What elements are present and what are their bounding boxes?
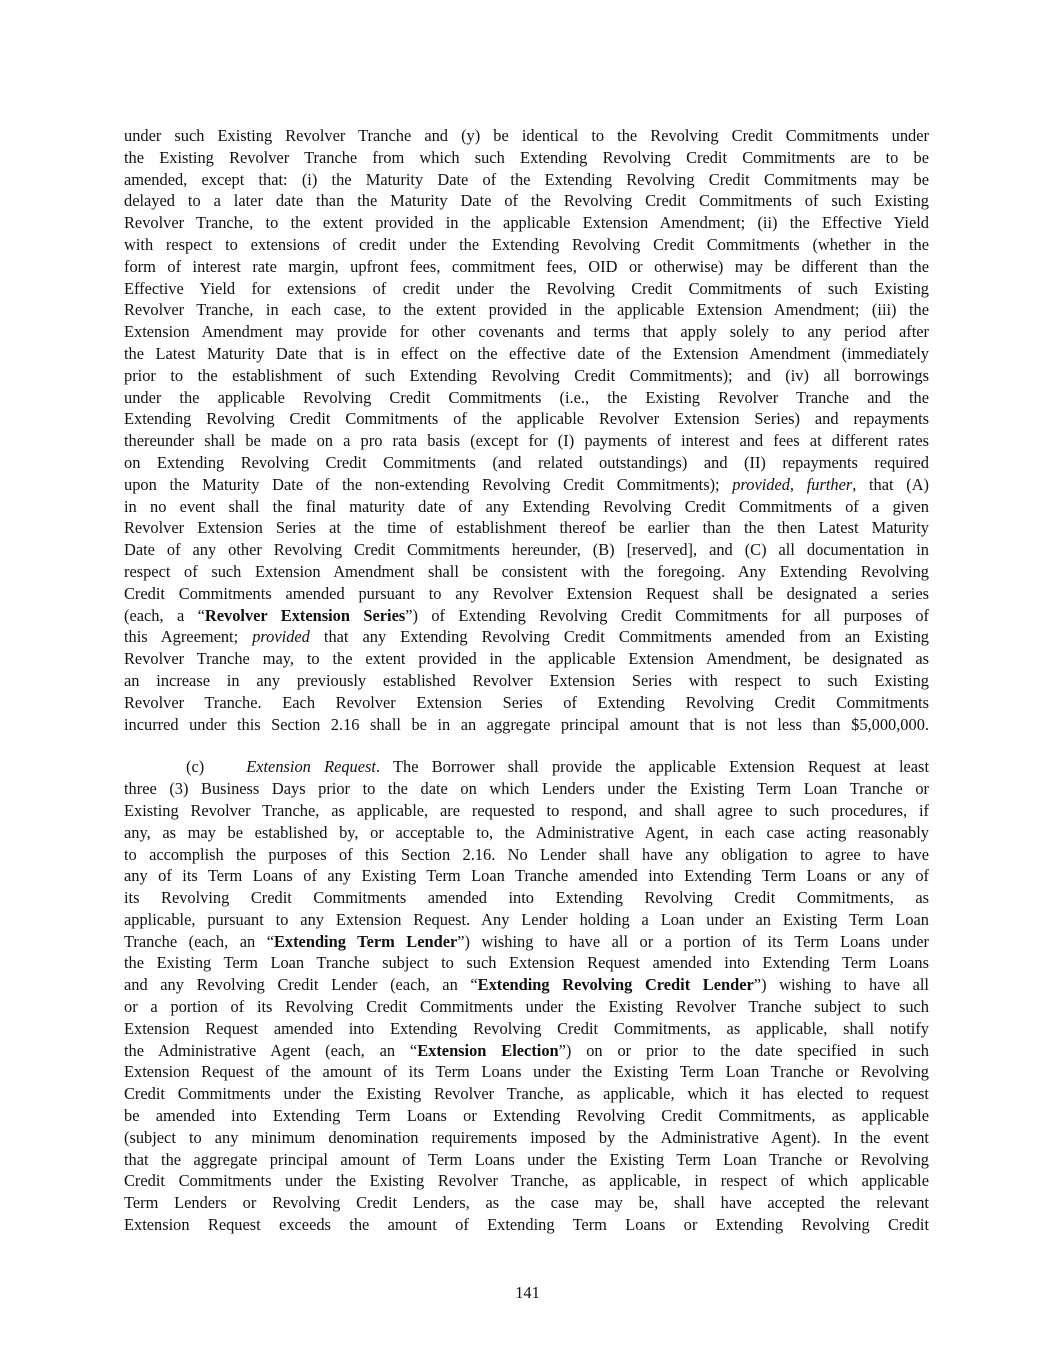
text-line: thereunder shall be made on a pro rata basis (except for (I) payments of interest and fees at different rates [124,431,929,451]
text-line: Revolver Tranche, in each case, to the extent provided in the applicable Extension Amendment; (iii) the [124,300,929,320]
section-heading: Extension Request [246,757,376,777]
paragraph-extension-request [124,756,929,1236]
text-line: that the aggregate principal amount of Term Loans under the Existing Term Loan Tranche or Revolving [124,1149,929,1169]
text-line: Term Lenders or Revolving Credit Lenders, as the case may be, shall have accepted the relevant [124,1193,929,1213]
text-run: ”) wishing to have all or a portion of its Term Loans under [457,931,929,951]
text-line [124,931,929,953]
text-line: an increase in any previously established Revolver Extension Series with respect to such Existing [124,670,929,690]
text-line: Extending Revolving Credit Commitments of the applicable Revolver Extension Series) and repayments [124,409,929,429]
text-line: in no event shall the final maturity date of any Extending Revolving Credit Commitments of a given [124,496,929,516]
text-line: on Extending Revolving Credit Commitments (and related outstandings) and (II) repayments required [124,452,929,472]
text-line: under such Existing Revolver Tranche and (y) be identical to the Revolving Credit Commitments under [124,126,929,145]
text-line: Existing Revolver Tranche, as applicable, are requested to respond, and shall agree to such procedures, if [124,800,929,820]
text-run: and any Revolving Credit Lender (each, an “ [124,975,478,995]
defined-term: Revolver Extension Series [204,605,406,625]
italic-term: provided [252,627,310,647]
text-line: prior to the establishment of such Extending Revolving Credit Commitments); and (iv) all borrowings [124,365,929,385]
text-line: delayed to a later date than the Maturity Date of the Revolving Credit Commitments of such Existing [124,191,929,211]
text-run: (each, a “ [124,605,205,625]
italic-term: provided, further [732,474,853,494]
text-run: . The Borrower shall provide the applicable Extension Request at least [375,757,929,777]
section-number: (c) [186,757,205,777]
text-line: any of its Term Loans of any Existing Term Loan Tranche amended into Extending Term Loans or any of [124,866,929,886]
text-run: upon the Maturity Date of the non-extending Revolving Credit Commitments); [124,474,733,494]
text-line: Revolver Extension Series at the time of establishment thereof be earlier than the then Latest Maturity [124,518,929,538]
defined-term: Extending Revolving Credit Lender [477,975,754,995]
text-line: form of interest rate margin, upfront fees, commitment fees, OID or otherwise) may be different than the [124,256,929,276]
text-line: Effective Yield for extensions of credit under the Revolving Credit Commitments of such Existing [124,278,929,298]
text-line: Credit Commitments under the Existing Revolver Tranche, as applicable, which it has elected to request [124,1084,929,1104]
text-run: this Agreement; [124,627,253,647]
text-run: that any Extending Revolving Credit Commitments amended from an Existing [309,627,929,647]
text-line: Revolver Tranche may, to the extent provided in the applicable Extension Amendment, be designated as [124,649,929,669]
text-run: ”) on or prior to the date specified in such [558,1040,929,1060]
text-line: Extension Amendment may provide for other covenants and terms that apply solely to any period after [124,322,929,342]
text-line: Date of any other Revolving Credit Commitments hereunder, (B) [reserved], and (C) all documentation in [124,540,929,560]
text-line: with respect to extensions of credit under the Extending Revolving Credit Commitments (whether in the [124,234,929,254]
text-line [124,626,929,648]
paragraph-revolver-extension [124,125,929,735]
text-run: ”) of Extending Revolving Credit Commitments for all purposes of [405,605,929,625]
text-line: Revolver Tranche, to the extent provided in the applicable Extension Amendment; (ii) the Effective Yield [124,213,929,233]
text-line: its Revolving Credit Commitments amended into Extending Revolving Credit Commitments, as [124,888,929,908]
text-line: incurred under this Section 2.16 shall be in an aggregate principal amount that is not less than $5,000,000. [124,714,929,734]
text-line: the Latest Maturity Date that is in effect on the effective date of the Extension Amendment (immediately [124,343,929,363]
document-page [124,125,929,1236]
text-line [124,605,929,627]
text-line: under the applicable Revolving Credit Commitments (i.e., the Existing Revolver Tranche and the [124,387,929,407]
text-line: to accomplish the purposes of this Section 2.16. No Lender shall have any obligation to agree to have [124,844,929,864]
text-line: the Existing Revolver Tranche from which such Extending Revolving Credit Commitments are to be [124,147,929,167]
text-line [124,756,929,778]
text-line: Extension Request exceeds the amount of Extending Term Loans or Extending Revolving Credit [124,1215,929,1235]
text-line: be amended into Extending Term Loans or Extending Revolving Credit Commitments, as applicable [124,1106,929,1126]
text-line [124,1040,929,1062]
text-line: Credit Commitments amended pursuant to any Revolver Extension Request shall be designated a series [124,583,929,603]
text-line: or a portion of its Revolving Credit Commitments under the Existing Revolver Tranche subject to such [124,997,929,1017]
defined-term: Extension Election [417,1040,559,1060]
text-line: amended, except that: (i) the Maturity Date of the Extending Revolving Credit Commitments may be [124,169,929,189]
defined-term: Extending Term Lender [273,931,458,951]
text-line: Revolver Tranche. Each Revolver Extension Series of Extending Revolving Credit Commitments [124,692,929,712]
text-run: , that (A) [852,474,929,494]
text-run: the Administrative Agent (each, an “ [124,1040,418,1060]
text-line: Extension Request amended into Extending Revolving Credit Commitments, as applicable, shall notify [124,1018,929,1038]
text-run: Tranche (each, an “ [124,931,274,951]
text-line: any, as may be established by, or acceptable to, the Administrative Agent, in each case acting reasonably [124,822,929,842]
text-line: the Existing Term Loan Tranche subject to such Extension Request amended into Extending Term Loans [124,953,929,973]
text-line: applicable, pursuant to any Extension Request. Any Lender holding a Loan under an Existing Term Loan [124,909,929,929]
text-line: Credit Commitments under the Existing Revolver Tranche, as applicable, in respect of which applicable [124,1171,929,1191]
text-line [124,474,929,496]
text-run: ”) wishing to have all [753,975,929,995]
text-line [124,974,929,996]
text-line: three (3) Business Days prior to the date on which Lenders under the Existing Term Loan Tranche or [124,779,929,799]
text-line: Extension Request of the amount of its Term Loans under the Existing Term Loan Tranche or Revolving [124,1062,929,1082]
text-line: (subject to any minimum denomination requirements imposed by the Administrative Agent). In the event [124,1127,929,1147]
page-number: 141 [515,1283,540,1302]
text-line: respect of such Extension Amendment shall be consistent with the foregoing. Any Extending Revolving [124,561,929,581]
